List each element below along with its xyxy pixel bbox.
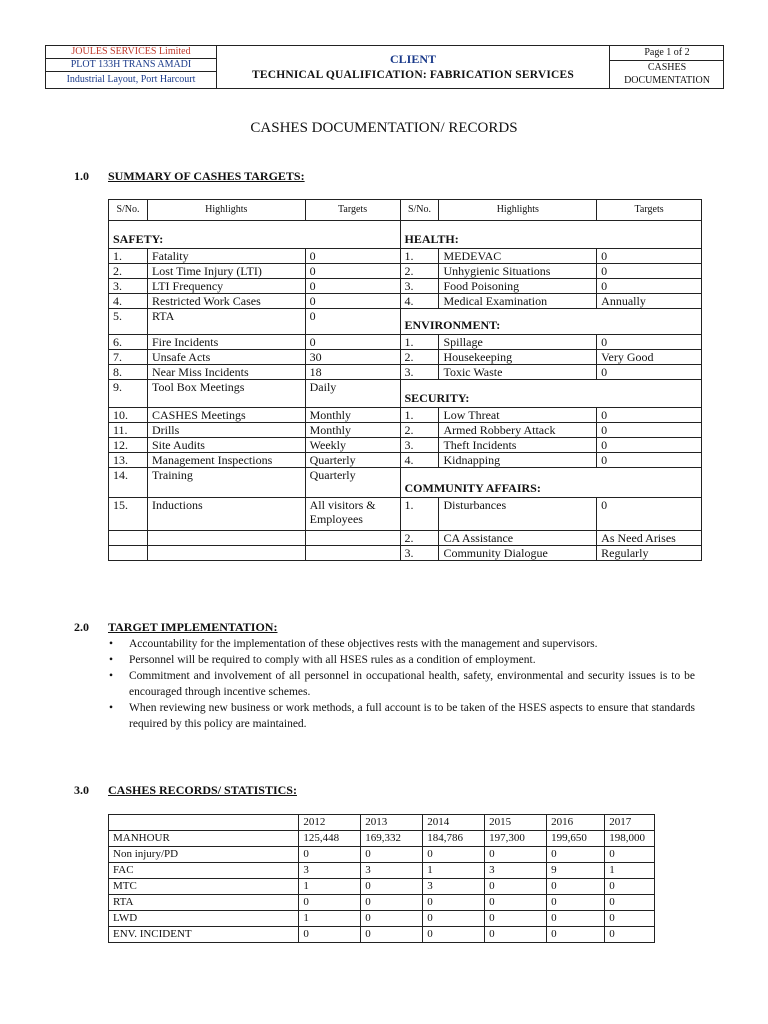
- cell: 0: [423, 847, 485, 863]
- cell: 2.: [400, 350, 439, 365]
- table-row: [109, 531, 702, 546]
- row-label: FAC: [109, 863, 299, 879]
- cell: Near Miss Incidents: [147, 365, 305, 380]
- cell: Toxic Waste: [439, 365, 597, 380]
- doc-type-line2: DOCUMENTATION: [624, 75, 710, 86]
- cell: As Need Arises: [597, 531, 702, 546]
- cell: Inductions: [147, 498, 305, 531]
- row-label: MANHOUR: [109, 831, 299, 847]
- bullet-icon: •: [109, 702, 114, 714]
- section-2-heading: [74, 620, 474, 636]
- document-header: [45, 45, 724, 89]
- cell: 0: [305, 309, 400, 335]
- cell: Lost Time Injury (LTI): [147, 264, 305, 279]
- section-1-heading: [74, 169, 474, 185]
- th-sno-left: S/No.: [109, 200, 148, 221]
- page-number: Page 1 of 2: [610, 46, 724, 61]
- cell: 0: [597, 264, 702, 279]
- cell: [109, 546, 148, 561]
- cell: 0: [547, 911, 605, 927]
- cell: Community Dialogue: [439, 546, 597, 561]
- year-header: 2016: [547, 815, 605, 831]
- table-row: [109, 831, 655, 847]
- cell: 2.: [400, 264, 439, 279]
- cell: Regularly: [597, 546, 702, 561]
- year-header: 2013: [361, 815, 423, 831]
- cell: [305, 546, 400, 561]
- cell: 11.: [109, 423, 148, 438]
- cell: 0: [305, 294, 400, 309]
- company-address-line1: PLOT 133H TRANS AMADI: [46, 59, 216, 72]
- row-label: ENV. INCIDENT: [109, 927, 299, 943]
- section-3-heading: [74, 783, 474, 799]
- company-name: JOULES SERVICES Limited: [46, 46, 216, 59]
- list-item: [109, 700, 695, 732]
- table-row: [109, 380, 702, 408]
- year-header: 2017: [605, 815, 655, 831]
- cell: Medical Examination: [439, 294, 597, 309]
- cell: Training: [147, 468, 305, 498]
- cell: Monthly: [305, 408, 400, 423]
- cell: 3: [485, 863, 547, 879]
- cell: LTI Frequency: [147, 279, 305, 294]
- section-2-title: TARGET IMPLEMENTATION:: [108, 620, 278, 634]
- cell: 6.: [109, 335, 148, 350]
- cell: 30: [305, 350, 400, 365]
- cell: 0: [299, 895, 361, 911]
- cell: 3.: [400, 546, 439, 561]
- cell: Food Poisoning: [439, 279, 597, 294]
- cell: 3.: [400, 365, 439, 380]
- list-item: [109, 636, 695, 652]
- cell: 0: [423, 927, 485, 943]
- cell: 0: [485, 895, 547, 911]
- page-block: [609, 46, 724, 88]
- cell: 1.: [400, 498, 439, 531]
- row-label: LWD: [109, 911, 299, 927]
- cell: 0: [361, 847, 423, 863]
- cell: Tool Box Meetings: [147, 380, 305, 408]
- cell: 0: [305, 249, 400, 264]
- list-item: [109, 668, 695, 700]
- page-title: CASHES DOCUMENTATION/ RECORDS: [250, 120, 518, 136]
- cell: 0: [597, 335, 702, 350]
- cell: 5.: [109, 309, 148, 335]
- cell: 0: [361, 911, 423, 927]
- cell: 0: [597, 453, 702, 468]
- cell: 0: [305, 264, 400, 279]
- cell: 198,000: [605, 831, 655, 847]
- cell: 0: [361, 927, 423, 943]
- cell: 2.: [109, 264, 148, 279]
- cell: 0: [299, 847, 361, 863]
- cell: 0: [423, 911, 485, 927]
- cell: Quarterly: [305, 468, 400, 498]
- cell: 1.: [400, 408, 439, 423]
- cell: CASHES Meetings: [147, 408, 305, 423]
- section-1-title: SUMMARY OF CASHES TARGETS:: [108, 169, 305, 183]
- cell: Fatality: [147, 249, 305, 264]
- table-row: [109, 468, 702, 498]
- section-2-number: 2.0: [74, 620, 89, 634]
- cell: 0: [485, 927, 547, 943]
- cell: Restricted Work Cases: [147, 294, 305, 309]
- cell: MEDEVAC: [439, 249, 597, 264]
- cell: 0: [547, 879, 605, 895]
- table-row: [109, 365, 702, 380]
- th-targets-left: Targets: [305, 200, 400, 221]
- year-header: 2012: [299, 815, 361, 831]
- list-item-text: Personnel will be required to comply with all HSES rules as a condition of employment.: [129, 654, 536, 666]
- cell: Housekeeping: [439, 350, 597, 365]
- cell: Kidnapping: [439, 453, 597, 468]
- cell: 0: [485, 911, 547, 927]
- cell: 0: [423, 895, 485, 911]
- group-safety: SAFETY:: [109, 221, 401, 249]
- th-highlights-left: Highlights: [147, 200, 305, 221]
- cell: 2.: [400, 423, 439, 438]
- cell: 0: [361, 895, 423, 911]
- cell: 9.: [109, 380, 148, 408]
- implementation-list: [109, 636, 695, 732]
- cell: 8.: [109, 365, 148, 380]
- table-row: [109, 335, 702, 350]
- cell: 184,786: [423, 831, 485, 847]
- cell: 1: [423, 863, 485, 879]
- cell: 0: [605, 927, 655, 943]
- table-row: [109, 879, 655, 895]
- year-header: 2015: [485, 815, 547, 831]
- cell: [109, 531, 148, 546]
- table-row: [109, 279, 702, 294]
- table-row: [109, 498, 702, 531]
- th-highlights-right: Highlights: [439, 200, 597, 221]
- table-row: [109, 264, 702, 279]
- cell: [305, 531, 400, 546]
- cell: RTA: [147, 309, 305, 335]
- cell: 10.: [109, 408, 148, 423]
- cell: 3: [423, 879, 485, 895]
- table-row: [109, 309, 702, 335]
- cell: 0: [597, 498, 702, 531]
- cell: 0: [305, 335, 400, 350]
- cell: 0: [547, 927, 605, 943]
- bullet-icon: •: [109, 654, 114, 666]
- cell: CA Assistance: [439, 531, 597, 546]
- group-environment: ENVIRONMENT:: [400, 309, 702, 335]
- cell: 0: [299, 927, 361, 943]
- bullet-icon: •: [109, 638, 114, 650]
- cell: 0: [597, 408, 702, 423]
- cell: 1.: [400, 249, 439, 264]
- cell: 1: [299, 911, 361, 927]
- cell: 9: [547, 863, 605, 879]
- cell: 0: [605, 879, 655, 895]
- cell: 12.: [109, 438, 148, 453]
- cell: 0: [485, 879, 547, 895]
- cell: Daily: [305, 380, 400, 408]
- cell: 1.: [400, 335, 439, 350]
- cell: 125,448: [299, 831, 361, 847]
- table-row: [109, 249, 702, 264]
- group-security: SECURITY:: [400, 380, 702, 408]
- cell: 4.: [400, 453, 439, 468]
- cell: 169,332: [361, 831, 423, 847]
- cell: Annually: [597, 294, 702, 309]
- cell: 0: [547, 895, 605, 911]
- cell: 0: [597, 423, 702, 438]
- group-community-affairs: COMMUNITY AFFAIRS:: [400, 468, 702, 498]
- client-block: [217, 46, 609, 88]
- cell: Weekly: [305, 438, 400, 453]
- cell: 1.: [109, 249, 148, 264]
- table-row: [109, 453, 702, 468]
- client-label: CLIENT: [389, 52, 436, 66]
- cell: Management Inspections: [147, 453, 305, 468]
- table-row: [109, 847, 655, 863]
- cell: Drills: [147, 423, 305, 438]
- table-row: [109, 927, 655, 943]
- cell: Armed Robbery Attack: [439, 423, 597, 438]
- cell: Disturbances: [439, 498, 597, 531]
- cell: 14.: [109, 468, 148, 498]
- list-item: [109, 652, 695, 668]
- targets-table: [108, 199, 702, 561]
- stats-table: [108, 814, 655, 943]
- th-targets-right: Targets: [597, 200, 702, 221]
- cell: 15.: [109, 498, 148, 531]
- cell: 3: [299, 863, 361, 879]
- cell: Quarterly: [305, 453, 400, 468]
- cell: 0: [597, 438, 702, 453]
- list-item-text: When reviewing new business or work methods, a full account is to be taken of the HSES aspects to ensure that standards required by this policy are maintained.: [129, 702, 695, 730]
- doc-type-line1: CASHES: [647, 62, 687, 73]
- cell: 3.: [400, 438, 439, 453]
- table-row: [109, 423, 702, 438]
- cell: 0: [605, 911, 655, 927]
- table-row: [109, 438, 702, 453]
- cell: Monthly: [305, 423, 400, 438]
- cell: Low Threat: [439, 408, 597, 423]
- cell: 0: [605, 847, 655, 863]
- cell: Theft Incidents: [439, 438, 597, 453]
- cell: 18: [305, 365, 400, 380]
- cell: 0: [597, 279, 702, 294]
- cell: 0: [547, 847, 605, 863]
- cell: [109, 815, 299, 831]
- table-row: [109, 408, 702, 423]
- year-header: 2014: [423, 815, 485, 831]
- section-3-title: CASHES RECORDS/ STATISTICS:: [108, 783, 297, 797]
- cell: 13.: [109, 453, 148, 468]
- cell: 7.: [109, 350, 148, 365]
- cell: Site Audits: [147, 438, 305, 453]
- header-subtitle: TECHNICAL QUALIFICATION: FABRICATION SERVICES: [251, 69, 575, 81]
- group-health: HEALTH:: [400, 221, 702, 249]
- bullet-icon: •: [109, 670, 114, 682]
- cell: 0: [305, 279, 400, 294]
- table-row: [109, 863, 655, 879]
- row-label: Non injury/PD: [109, 847, 299, 863]
- cell: All visitors & Employees: [305, 498, 400, 531]
- cell: Spillage: [439, 335, 597, 350]
- cell: 1: [605, 863, 655, 879]
- company-address-line2: Industrial Layout, Port Harcourt: [66, 74, 196, 85]
- table-row: [109, 911, 655, 927]
- section-3-number: 3.0: [74, 783, 89, 797]
- cell: 0: [597, 365, 702, 380]
- cell: 0: [361, 879, 423, 895]
- cell: 4.: [109, 294, 148, 309]
- table-row: [109, 350, 702, 365]
- stats-header-row: [109, 815, 655, 831]
- cell: 3.: [400, 279, 439, 294]
- cell: [147, 546, 305, 561]
- cell: 3.: [109, 279, 148, 294]
- cell: 197,300: [485, 831, 547, 847]
- cell: Very Good: [597, 350, 702, 365]
- th-sno-right: S/No.: [400, 200, 439, 221]
- list-item-text: Accountability for the implementation of these objectives rests with the management and supervisors.: [129, 638, 598, 650]
- section-1-number: 1.0: [74, 169, 89, 183]
- cell: Unsafe Acts: [147, 350, 305, 365]
- cell: 2.: [400, 531, 439, 546]
- cell: 0: [485, 847, 547, 863]
- cell: 3: [361, 863, 423, 879]
- cell: 0: [597, 249, 702, 264]
- cell: 1: [299, 879, 361, 895]
- table-row: [109, 294, 702, 309]
- cell: 199,650: [547, 831, 605, 847]
- cell: Fire Incidents: [147, 335, 305, 350]
- cell: Unhygienic Situations: [439, 264, 597, 279]
- cell: 0: [605, 895, 655, 911]
- table-row: [109, 895, 655, 911]
- row-label: RTA: [109, 895, 299, 911]
- cell: 4.: [400, 294, 439, 309]
- company-block: [46, 46, 217, 88]
- table-row: [109, 546, 702, 561]
- list-item-text: Commitment and involvement of all personnel in occupational health, safety, environmental and security issues is to be encouraged through incentive schemes.: [129, 670, 695, 698]
- cell: [147, 531, 305, 546]
- row-label: MTC: [109, 879, 299, 895]
